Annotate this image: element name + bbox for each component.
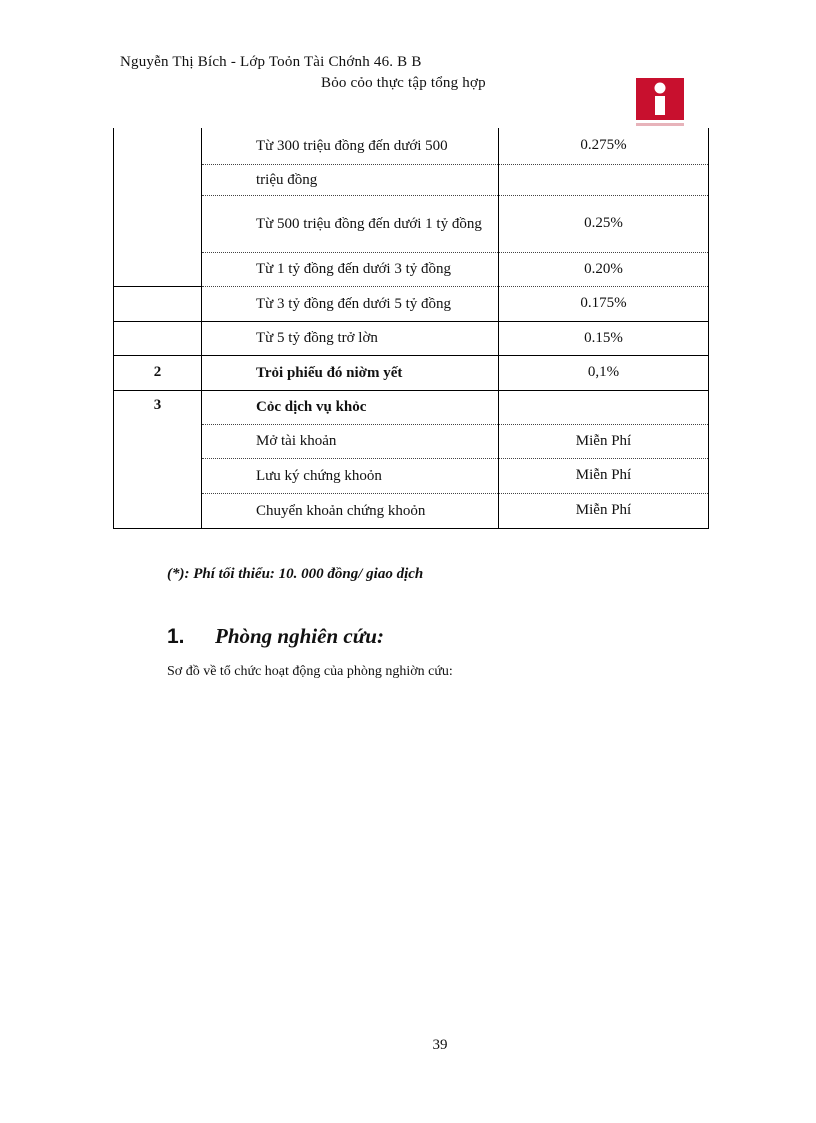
fee-value-cell (499, 355, 709, 390)
table-row (114, 128, 709, 164)
header-report-title: Bỏo cỏo thực tập tổng hợp (321, 75, 486, 91)
fee-description: Chuyển khoản chứng khoỏn (256, 502, 426, 519)
fee-value-cell (499, 286, 709, 321)
footnote: (*): Phí tối thiểu: 10. 000 đồng/ giao dịch (167, 566, 424, 582)
fee-description: Cỏc dịch vụ khỏc (256, 399, 367, 415)
i-letter-logo-icon (636, 78, 684, 128)
fee-description: Từ 5 tỷ đồng trở lờn (256, 330, 378, 346)
body-paragraph: Sơ đồ về tổ chức hoạt động của phòng nghiờn cứu: (167, 664, 453, 679)
fee-value: 0,1% (587, 364, 620, 380)
row-number-cell (114, 321, 202, 355)
header-author-line: Nguyễn Thị Bích - Lớp Toỏn Tài Chớnh 46. B B (120, 54, 422, 70)
fee-value-cell (499, 458, 709, 493)
fee-description-cell (202, 458, 499, 493)
fee-description: Từ 1 tỷ đồng đến dưới 3 tỷ đồng (256, 261, 452, 277)
table-row (114, 321, 709, 355)
table-row (114, 195, 709, 252)
section-title: Phòng nghiên cứu: (215, 624, 384, 648)
table-row (114, 493, 709, 528)
fee-value: 0.25% (584, 215, 623, 231)
table-row (114, 164, 709, 195)
row-number-cell (114, 128, 202, 286)
row-number: 2 (114, 355, 202, 390)
fee-description-cell (202, 424, 499, 458)
fee-description: Từ 300 triệu đồng đến dưới 500 (256, 137, 448, 154)
fee-value: 0.20% (584, 260, 623, 277)
table-row (114, 458, 709, 493)
page-number: 39 (432, 1037, 448, 1053)
table-row (114, 286, 709, 321)
fee-description-cell (202, 252, 499, 286)
table-row (114, 355, 709, 390)
section-number: 1. (167, 625, 185, 648)
section-heading (167, 624, 384, 649)
fee-description: Mở tài khoản (256, 433, 337, 449)
fee-value: 0.175% (580, 295, 627, 311)
row-number-cell (114, 286, 202, 321)
fee-description-cell (202, 355, 499, 390)
fee-value: 0.15% (584, 329, 623, 346)
fee-value: 0.275% (580, 137, 627, 154)
fee-description-cell (202, 195, 499, 252)
fee-value-cell (499, 321, 709, 355)
fee-value: Miễn Phí (575, 432, 632, 449)
row-number: 3 (114, 390, 202, 528)
fee-description-cell (202, 321, 499, 355)
fee-description: triệu đồng (256, 171, 318, 188)
fee-value-cell (499, 424, 709, 458)
fee-value: Miễn Phí (575, 467, 632, 483)
fee-value-cell (499, 493, 709, 528)
table-row (114, 424, 709, 458)
table-row (114, 390, 709, 424)
fee-description-cell (202, 390, 499, 424)
fee-description-cell (202, 286, 499, 321)
fee-description-cell (202, 493, 499, 528)
table-row (114, 252, 709, 286)
fee-description: Lưu ký chứng khoỏn (256, 467, 382, 484)
fee-description-cell (202, 128, 499, 164)
fee-table (113, 128, 709, 529)
fee-value-cell (499, 164, 709, 195)
fee-description: Trỏi phiếu đó niờm yết (256, 364, 403, 381)
fee-value: Miễn Phí (575, 502, 632, 518)
fee-description: Từ 3 tỷ đồng đến dưới 5 tỷ đồng (256, 295, 452, 312)
fee-description-cell (202, 164, 499, 195)
fee-description: Từ 500 triệu đồng đến dưới 1 tỷ đồng (256, 215, 482, 232)
fee-value-cell (499, 195, 709, 252)
fee-value-cell (499, 252, 709, 286)
fee-value-cell (499, 128, 709, 164)
fee-value-cell (499, 390, 709, 424)
